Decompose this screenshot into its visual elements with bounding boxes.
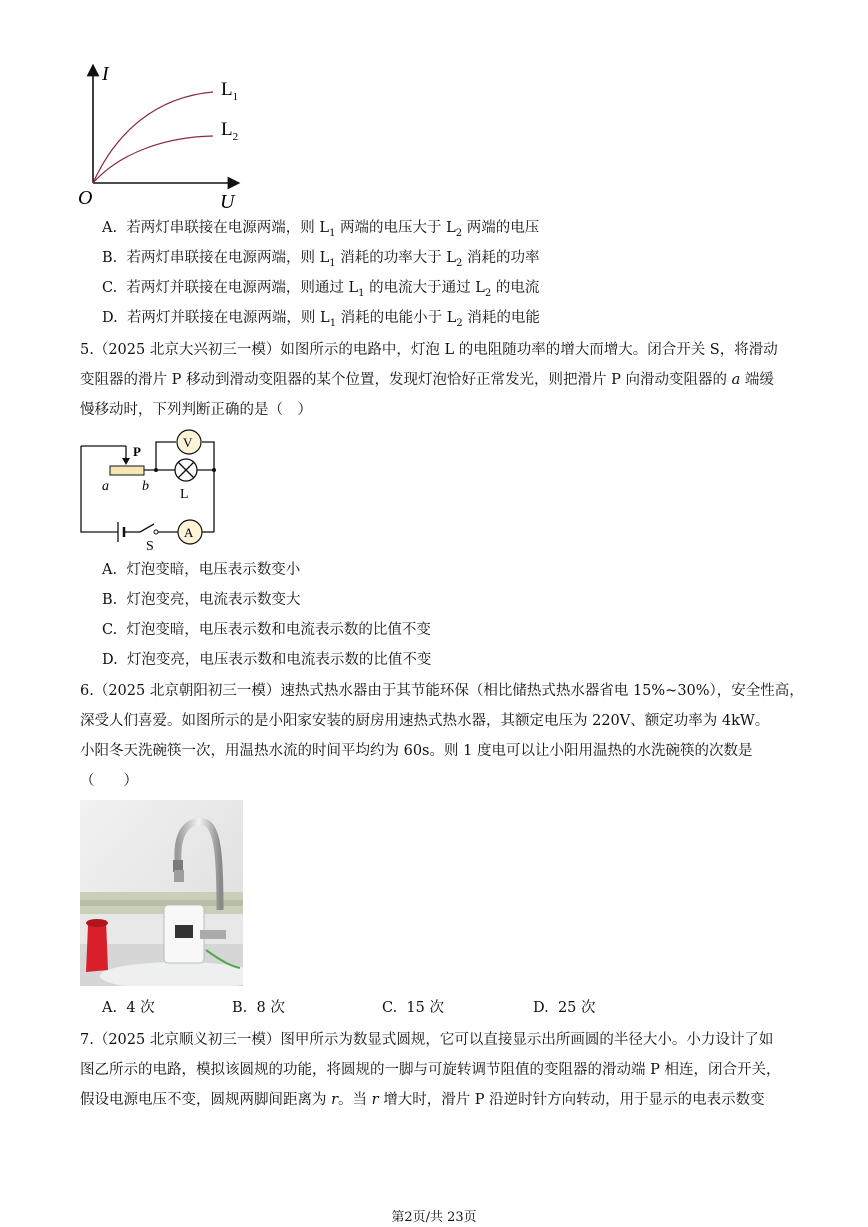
switch-contact: [154, 530, 158, 534]
x-axis-label: U: [220, 191, 235, 212]
q6-option-d[interactable]: D. 25 次: [533, 1000, 596, 1016]
slider-arrow-icon: [122, 458, 130, 465]
q5-option-b[interactable]: B. 灯泡变亮，电流表示数变大: [102, 592, 301, 608]
q7-stem-line-1: 7.（2025 北京顺义初三一模）图甲所示为数显式圆规，它可以直接显示出所画圆的半径大小。小力设计了如: [80, 1032, 774, 1048]
terminal-label-a: a: [102, 479, 109, 494]
wire-voltmeter-right: [202, 442, 214, 532]
q6-option-a[interactable]: A. 4 次: [102, 1000, 155, 1016]
curve-l2: [93, 136, 213, 183]
water-heater-photo: [80, 800, 243, 986]
q7-stem-line-2: 图乙所示的电路，模拟该圆规的功能，将圆规的一脚与可旋转调节阻值的变阻器的滑动端 P 相连，闭合开关，: [80, 1062, 781, 1078]
q5-option-c[interactable]: C. 灯泡变暗，电压表示数和电流表示数的比值不变: [102, 622, 431, 638]
terminal-label-b: b: [142, 479, 149, 494]
q6-stem-line-2: 深受人们喜爱。如图所示的是小阳家安装的厨房用速热式热水器，其额定电压为 220V、额定功率为 4kW。: [80, 713, 770, 729]
q5-option-a[interactable]: A. 灯泡变暗，电压表示数变小: [102, 562, 301, 578]
lamp-label: L: [180, 487, 189, 502]
circuit-diagram: [76, 428, 226, 554]
q4-option-a[interactable]: A. 若两灯串联接在电源两端，则 $L_1$ 两端的电压大于 $L_2$ 两端的电压: [102, 220, 540, 239]
q7-stem-line-3: 假设电源电压不变，圆规两脚间距离为 r。当 r 增大时，滑片 P 沿逆时针方向转动，用于显示的电表示数变: [80, 1092, 765, 1108]
q4-option-d[interactable]: D. 若两灯并联接在电源两端，则 $L_1$ 消耗的电能小于 $L_2$ 消耗的电能: [102, 310, 540, 329]
ammeter-label: A: [184, 525, 194, 540]
q6-stem-line-3: 小阳冬天洗碗筷一次，用温热水流的时间平均约为 60s。则 1 度电可以让小阳用温热的水洗碗筷的次数是: [80, 743, 753, 759]
slider-label-p: P: [133, 444, 141, 459]
q6-option-c[interactable]: C. 15 次: [382, 1000, 444, 1016]
origin-label: O: [78, 187, 93, 209]
curve-l2-label: $L_2$: [221, 119, 239, 143]
y-axis-label: I: [102, 63, 109, 85]
q5-option-d[interactable]: D. 灯泡变亮，电压表示数和电流表示数的比值不变: [102, 652, 432, 668]
q6-stem-line-1: 6.（2025 北京朝阳初三一模）速热式热水器由于其节能环保（相比储热式热水器省电 15%~30%），安全性高，: [80, 683, 804, 699]
q5-stem-line-2: 变阻器的滑片 P 移动到滑动变阻器的某个位置，发现灯泡恰好正常发光，则把滑片 P 向滑动变阻器的 a 端缓: [80, 372, 774, 388]
page-number: 第2页/共 23页: [391, 1210, 477, 1225]
q6-option-b[interactable]: B. 8 次: [232, 1000, 285, 1016]
rheostat: [110, 466, 144, 475]
q6-stem-line-4: （ ）: [80, 773, 138, 789]
q4-option-b[interactable]: B. 若两灯串联接在电源两端，则 $L_1$ 消耗的功率大于 $L_2$ 消耗的功率: [102, 250, 540, 269]
switch-label: S: [146, 539, 154, 554]
wire-left: [81, 446, 118, 532]
wire-voltmeter: [156, 442, 176, 470]
q5-stem-line-1: 5.（2025 北京大兴初三一模）如图所示的电路中，灯泡 L 的电阻随功率的增大而增大。闭合开关 S，将滑动: [80, 342, 778, 358]
iu-graph: [76, 62, 256, 212]
switch-icon: [140, 524, 154, 532]
q5-stem-line-3: 慢移动时，下列判断正确的是（ ）: [80, 402, 312, 418]
voltmeter-label: V: [183, 435, 193, 450]
q4-option-c[interactable]: C. 若两灯并联接在电源两端，则通过 $L_1$ 的电流大于通过 $L_2$ 的电流: [102, 280, 540, 299]
curve-l1-label: $L_1$: [221, 79, 239, 103]
